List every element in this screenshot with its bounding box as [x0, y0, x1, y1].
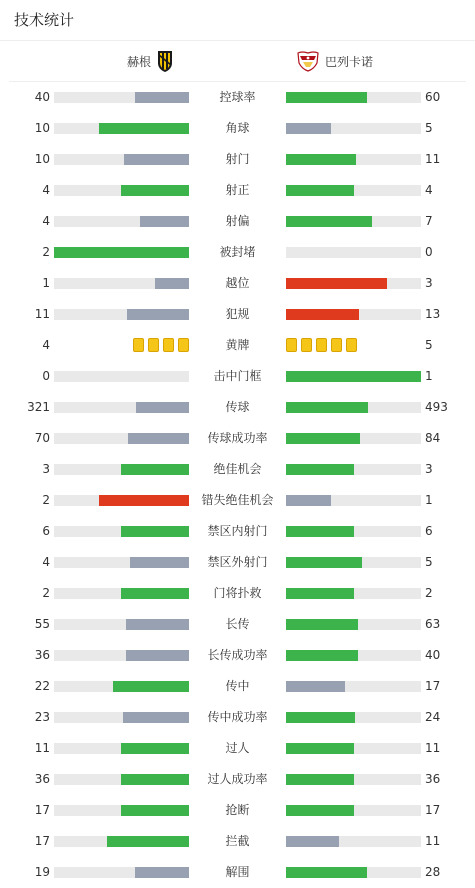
away-stat-bar-fill — [286, 774, 354, 785]
home-stat-bar-track — [54, 588, 189, 599]
away-stat-bar-fill — [286, 154, 356, 165]
home-stat-bar-fill — [126, 650, 189, 661]
away-stat-bar-fill — [286, 650, 358, 661]
stat-label: 射偏 — [225, 214, 250, 228]
stat-row[interactable] — [0, 485, 475, 516]
away-stat-bar-track — [286, 433, 421, 444]
away-stat-value: 36 — [425, 772, 441, 786]
home-stat-bar-track — [54, 557, 189, 568]
away-stat-value: 3 — [425, 276, 433, 290]
stat-row[interactable] — [0, 237, 475, 268]
yellow-card-icon — [178, 338, 189, 352]
away-stat-value: 28 — [425, 865, 441, 879]
stat-row[interactable] — [0, 299, 475, 330]
away-stat-value: 13 — [425, 307, 441, 321]
home-stat-bar-track — [54, 278, 189, 289]
home-stat-value: 36 — [34, 772, 50, 786]
away-stat-bar-fill — [286, 619, 358, 630]
home-stat-value: 10 — [34, 121, 50, 135]
away-stat-bar-fill — [286, 402, 368, 413]
away-stat-value: 5 — [425, 338, 433, 352]
home-stat-bar-track — [54, 247, 189, 258]
home-stat-value: 4 — [42, 555, 50, 569]
home-stat-bar-track — [54, 681, 189, 692]
home-stat-bar-fill — [130, 557, 189, 568]
home-stat-bar-fill — [124, 154, 189, 165]
away-stat-value: 1 — [425, 369, 433, 383]
away-stat-bar-track — [286, 464, 421, 475]
away-stat-value: 3 — [425, 462, 433, 476]
home-stat-value: 17 — [34, 834, 50, 848]
away-stat-bar-track — [286, 743, 421, 754]
away-stat-value: 17 — [425, 803, 441, 817]
home-stat-bar-track — [54, 526, 189, 537]
home-stat-bar-fill — [54, 247, 189, 258]
stat-row[interactable] — [0, 392, 475, 423]
home-stat-bar-track — [54, 371, 189, 382]
away-stat-bar-fill — [286, 433, 360, 444]
away-stat-bar-fill — [286, 681, 345, 692]
away-stat-value: 63 — [425, 617, 441, 631]
stat-label: 长传 — [225, 617, 250, 631]
home-stat-value: 321 — [27, 400, 50, 414]
away-stat-bar-track — [286, 495, 421, 506]
home-stat-value: 36 — [34, 648, 50, 662]
stat-label: 抢断 — [225, 803, 250, 817]
stat-row[interactable] — [0, 578, 475, 609]
yellow-card-icon — [301, 338, 312, 352]
stat-label: 传球 — [225, 400, 250, 414]
stat-row[interactable] — [0, 113, 475, 144]
home-stat-value: 17 — [34, 803, 50, 817]
away-stat-bar-track — [286, 805, 421, 816]
home-stat-bar-fill — [121, 464, 189, 475]
home-team[interactable] — [127, 41, 179, 81]
away-stat-bar-track — [286, 619, 421, 630]
yellow-card-icon — [346, 338, 357, 352]
home-stat-value: 2 — [42, 493, 50, 507]
stat-label: 门将扑救 — [213, 586, 262, 600]
stat-label: 过人 — [225, 741, 250, 755]
away-stat-bar-track — [286, 278, 421, 289]
home-stat-value: 4 — [42, 214, 50, 228]
away-stat-bar-fill — [286, 836, 339, 847]
away-stat-value: 5 — [425, 555, 433, 569]
home-stat-value: 55 — [34, 617, 50, 631]
stat-label: 击中门框 — [213, 369, 262, 383]
home-stat-bar-track — [54, 185, 189, 196]
home-stat-bar-fill — [113, 681, 189, 692]
hacken-crest-icon — [155, 49, 175, 73]
home-stat-bar-fill — [127, 309, 189, 320]
away-stat-value: 6 — [425, 524, 433, 538]
stat-label: 禁区内射门 — [207, 524, 268, 538]
stat-label: 绝佳机会 — [213, 462, 262, 476]
away-stat-bar-track — [286, 712, 421, 723]
home-stat-bar-fill — [121, 743, 189, 754]
home-stat-bar-track — [54, 712, 189, 723]
home-stat-value: 11 — [34, 307, 50, 321]
home-stat-value: 70 — [34, 431, 50, 445]
away-stat-bar-fill — [286, 588, 354, 599]
home-stat-bar-fill — [128, 433, 189, 444]
home-team-name: 赫根 — [126, 54, 151, 69]
away-stat-bar-fill — [286, 123, 331, 134]
away-stat-value: 1 — [425, 493, 433, 507]
stat-label: 犯规 — [225, 307, 250, 321]
stat-row[interactable] — [0, 857, 475, 888]
home-stat-bar-track — [54, 650, 189, 661]
rayo-vallecano-crest-icon — [295, 49, 321, 73]
away-stat-bar-track — [286, 371, 421, 382]
teams-header — [9, 41, 466, 82]
home-stat-bar-track — [54, 495, 189, 506]
home-stat-bar-fill — [136, 402, 189, 413]
home-yellow-cards — [133, 338, 189, 352]
home-stat-bar-fill — [121, 774, 189, 785]
away-stat-bar-track — [286, 774, 421, 785]
away-team-name: 巴列卡诺 — [325, 54, 374, 69]
away-stat-value: 0 — [425, 245, 433, 259]
home-stat-value: 0 — [42, 369, 50, 383]
home-stat-bar-fill — [121, 526, 189, 537]
home-stat-bar-track — [54, 774, 189, 785]
stat-label: 长传成功率 — [207, 648, 268, 662]
away-yellow-cards — [286, 338, 357, 352]
yellow-card-icon — [331, 338, 342, 352]
stat-row[interactable] — [0, 175, 475, 206]
home-stat-bar-track — [54, 309, 189, 320]
away-stat-value: 40 — [425, 648, 441, 662]
away-stat-bar-track — [286, 681, 421, 692]
stat-label: 传球成功率 — [207, 431, 268, 445]
stat-row[interactable] — [0, 640, 475, 671]
stat-row[interactable] — [0, 671, 475, 702]
stat-label: 拦截 — [225, 834, 250, 848]
away-stat-value: 17 — [425, 679, 441, 693]
away-stat-bar-fill — [286, 464, 354, 475]
home-stat-value: 19 — [34, 865, 50, 879]
stat-row[interactable] — [0, 516, 475, 547]
away-stat-bar-fill — [286, 526, 354, 537]
away-stat-bar-fill — [286, 278, 387, 289]
away-team[interactable] — [291, 41, 373, 81]
home-stat-value: 1 — [42, 276, 50, 290]
home-stat-bar-fill — [99, 495, 189, 506]
home-stat-bar-fill — [121, 185, 189, 196]
yellow-card-icon — [133, 338, 144, 352]
home-stat-bar-track — [54, 836, 189, 847]
home-stat-bar-fill — [123, 712, 189, 723]
home-stat-bar-track — [54, 743, 189, 754]
home-stat-bar-fill — [155, 278, 189, 289]
stat-label: 射正 — [225, 183, 250, 197]
away-stat-bar-fill — [286, 867, 367, 878]
home-stat-value: 4 — [42, 183, 50, 197]
away-stat-bar-fill — [286, 495, 331, 506]
away-stat-bar-track — [286, 92, 421, 103]
stat-label: 黄牌 — [225, 338, 250, 352]
stat-label: 禁区外射门 — [207, 555, 268, 569]
home-stat-bar-fill — [99, 123, 189, 134]
away-stat-bar-track — [286, 154, 421, 165]
away-stat-value: 24 — [425, 710, 441, 724]
stat-row[interactable] — [0, 764, 475, 795]
away-stat-bar-fill — [286, 371, 421, 382]
away-stat-bar-track — [286, 650, 421, 661]
away-stat-bar-fill — [286, 309, 359, 320]
yellow-card-icon — [286, 338, 297, 352]
home-stat-value: 11 — [34, 741, 50, 755]
home-stat-value: 10 — [34, 152, 50, 166]
home-stat-bar-track — [54, 805, 189, 816]
away-stat-bar-track — [286, 557, 421, 568]
stat-row[interactable] — [0, 82, 475, 113]
away-stat-bar-fill — [286, 216, 372, 227]
stat-row[interactable] — [0, 454, 475, 485]
home-stat-bar-track — [54, 402, 189, 413]
stat-row[interactable] — [0, 206, 475, 237]
away-stat-value: 11 — [425, 741, 441, 755]
home-stat-bar-track — [54, 92, 189, 103]
home-stat-bar-fill — [135, 867, 189, 878]
home-stat-bar-track — [54, 154, 189, 165]
stat-label: 解围 — [225, 865, 250, 879]
stats-list — [0, 82, 475, 888]
away-stat-value: 11 — [425, 152, 441, 166]
away-stat-bar-track — [286, 588, 421, 599]
stat-label: 越位 — [225, 276, 250, 290]
stat-label: 传中 — [225, 679, 250, 693]
away-stat-bar-fill — [286, 185, 354, 196]
stat-row[interactable] — [0, 361, 475, 392]
home-stat-bar-track — [54, 867, 189, 878]
stat-label: 控球率 — [219, 90, 256, 104]
away-stat-value: 60 — [425, 90, 441, 104]
away-stat-bar-fill — [286, 712, 355, 723]
home-stat-value: 40 — [34, 90, 50, 104]
away-stat-value: 11 — [425, 834, 441, 848]
away-stat-bar-track — [286, 526, 421, 537]
home-stat-bar-track — [54, 433, 189, 444]
away-stat-bar-track — [286, 309, 421, 320]
stat-row[interactable] — [0, 702, 475, 733]
stat-row[interactable] — [0, 547, 475, 578]
yellow-card-icon — [148, 338, 159, 352]
home-stat-value: 22 — [34, 679, 50, 693]
home-stat-bar-fill — [135, 92, 189, 103]
home-stat-bar-track — [54, 464, 189, 475]
home-stat-value: 4 — [42, 338, 50, 352]
away-stat-bar-track — [286, 123, 421, 134]
stat-row[interactable] — [0, 268, 475, 299]
away-stat-value: 4 — [425, 183, 433, 197]
away-stat-bar-track — [286, 867, 421, 878]
away-stat-bar-fill — [286, 805, 354, 816]
home-stat-value: 2 — [42, 586, 50, 600]
away-stat-bar-track — [286, 247, 421, 258]
home-stat-bar-fill — [121, 588, 189, 599]
stat-row[interactable] — [0, 609, 475, 640]
stat-row[interactable] — [0, 733, 475, 764]
home-stat-bar-fill — [126, 619, 189, 630]
home-stat-bar-fill — [107, 836, 189, 847]
stat-label: 传中成功率 — [207, 710, 268, 724]
stat-label: 过人成功率 — [207, 772, 268, 786]
away-stat-bar-track — [286, 185, 421, 196]
away-stat-bar-track — [286, 402, 421, 413]
home-stat-bar-track — [54, 216, 189, 227]
away-stat-bar-fill — [286, 743, 354, 754]
away-stat-bar-fill — [286, 92, 367, 103]
yellow-card-icon — [316, 338, 327, 352]
stat-label: 射门 — [225, 152, 250, 166]
away-stat-bar-track — [286, 836, 421, 847]
away-stat-bar-track — [286, 216, 421, 227]
home-stat-bar-fill — [121, 805, 189, 816]
yellow-card-icon — [163, 338, 174, 352]
home-stat-bar-fill — [140, 216, 189, 227]
stat-row[interactable] — [0, 423, 475, 454]
stat-row[interactable] — [0, 795, 475, 826]
stat-row[interactable] — [0, 826, 475, 857]
away-stat-bar-fill — [286, 557, 362, 568]
home-stat-bar-track — [54, 123, 189, 134]
home-stat-bar-track — [54, 619, 189, 630]
stat-label: 角球 — [225, 121, 250, 135]
away-stat-value: 84 — [425, 431, 441, 445]
away-stat-value: 5 — [425, 121, 433, 135]
away-stat-value: 7 — [425, 214, 433, 228]
home-stat-value: 3 — [42, 462, 50, 476]
stat-label: 错失绝佳机会 — [201, 493, 274, 507]
home-stat-value: 2 — [42, 245, 50, 259]
away-stat-value: 493 — [425, 400, 448, 414]
home-stat-value: 23 — [34, 710, 50, 724]
stat-label: 被封堵 — [219, 245, 256, 259]
stat-row[interactable] — [0, 144, 475, 175]
stat-row[interactable] — [0, 330, 475, 361]
home-stat-value: 6 — [42, 524, 50, 538]
away-stat-value: 2 — [425, 586, 433, 600]
page-title: 技术统计 — [0, 0, 475, 41]
